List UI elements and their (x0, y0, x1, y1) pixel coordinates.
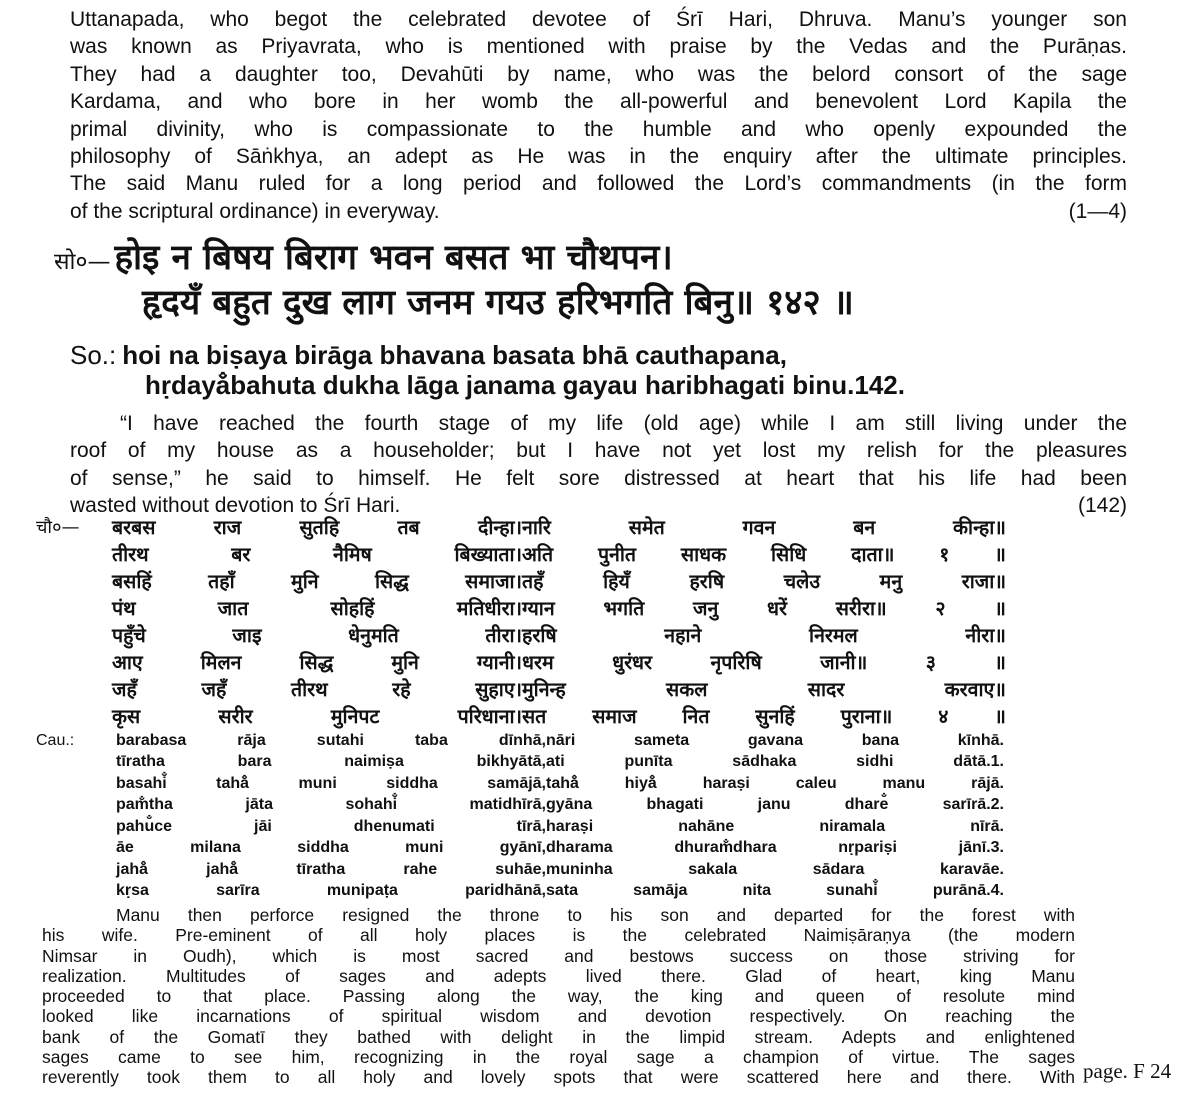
chaupai-translit (36, 730, 1004, 902)
prose-line: Manu then perforce resigned the throne to his son and departed for the forest with (116, 905, 1075, 925)
chaupai-translit-row (36, 730, 1004, 752)
chaupai-translit-second-half: nāri sameta gavana bana kīnhā. (546, 731, 1004, 749)
chaupai-hindi-row (36, 648, 1006, 675)
chaupai-hindi-second-half: नारि समेत गवन बन कीन्हा॥ (522, 516, 1006, 539)
soratha-translit-text-1: hoi na biṣaya birāga bhavana basata bhā cauthapana, (122, 340, 787, 370)
chaupai-translit-row (36, 838, 1004, 860)
soratha-label-translit: So.: (70, 340, 117, 370)
chaupai-translit-first-half: pahu̐ce jāi dhenumati tīrā, (116, 817, 546, 835)
soratha-translit-line-1 (70, 339, 787, 371)
chaupai-hindi-first-half: बसहिं तहाँ मुनि सिद्ध समाजा। (112, 570, 522, 593)
soratha-hindi-line-1 (54, 236, 673, 284)
chaupai-hindi-row (36, 540, 1006, 567)
chaupai-hindi-first-half: कृस सरीर मुनिपट परिधाना। (112, 705, 522, 728)
chaupai-translit-second-half: sata samāja nita sunahi̐ purānā.4. (546, 882, 1004, 900)
soratha-translit-line-2 (145, 369, 905, 401)
chaupai-hindi-row (36, 675, 1006, 702)
chaupai-translit-first-half: tīratha bara naimiṣa bikhyātā, (116, 753, 546, 771)
prose-paragraph (42, 905, 1075, 1088)
chaupai-hindi-first-half: बरबस राज सुतहि तब दीन्हा। (112, 516, 522, 539)
intro-line-last (70, 198, 1127, 225)
intro-line: philosophy of Sāṅkhya, an adept as He was in the enquiry after the ultimate principles. (70, 145, 1127, 169)
chaupai-hindi-row (36, 513, 1006, 540)
page-number-label: page. F 24 (1083, 1059, 1172, 1083)
chaupai-hindi-second-half: सत समाज नित सुनहिं पुराना॥ ४ ॥ (522, 705, 1006, 728)
translation-line-text: wasted without devotion to Śrī Hari. (70, 494, 401, 518)
translation-paragraph (70, 410, 1127, 520)
chaupai-translit-second-half: ati punīta sādhaka sidhi dātā.1. (546, 753, 1004, 771)
intro-line-text: of the scriptural ordinance) in everyway. (70, 199, 440, 223)
intro-line: Kardama, and who bore in her womb the all-powerful and benevolent Lord Kapila the (70, 90, 1127, 114)
chaupai-translit-first-half: pam̐tha jāta sohahi̐ matidhīrā, (116, 796, 546, 814)
chaupai-hindi-row (36, 567, 1006, 594)
chaupai-translit-second-half: gyāna bhagati janu dhare̐ sarīrā.2. (546, 796, 1004, 814)
chaupai-hindi-second-half: तहँ हियँ हरषि चलेउ मनु राजा॥ (522, 570, 1006, 593)
chaupai-hindi-second-half: धरम धुरंधर नृपरिषि जानी॥ ३ ॥ (522, 651, 1006, 674)
chaupai-translit-row (36, 752, 1004, 774)
chaupai-translit-second-half: muninha sakala sādara karavāe. (546, 860, 1004, 878)
chaupai-hindi (36, 513, 1006, 729)
chaupai-hindi-second-half: अति पुनीत साधक सिधि दाता॥ १ ॥ (522, 543, 1006, 566)
prose-line: reverently took them to all holy and lovely spots that were scattered here and there. With (42, 1067, 1075, 1088)
prose-line: realization. Multitudes of sages and adepts lived there. Glad of heart, king Manu (42, 965, 1075, 986)
chaupai-hindi-first-half: आए मिलन सिद्ध मुनि ग्यानी। (112, 651, 522, 674)
prose-line: Nimsar in Oudh), which is most sacred and bestows success on those striving for (42, 945, 1075, 966)
chaupai-hindi-first-half: पहुँचे जाइ धेनुमति तीरा। (112, 624, 522, 647)
translation-line: “I have reached the fourth stage of my life (old age) while I am still living under the (120, 412, 1127, 435)
intro-line: The said Manu ruled for a long period and followed the Lord’s commandments (in the form (70, 172, 1127, 196)
chaupai-translit-row (36, 795, 1004, 817)
soratha-hindi-line-2: हृदयँ बहुत दुख लाग जनम गयउ हरिभगति बिनु॥ १४२ ॥ (142, 283, 854, 323)
chaupai-label-translit: Cau.: (36, 731, 75, 749)
prose-line: bank of the Gomatī they bathed with delight in the limpid stream. Adepts and enlightened (42, 1026, 1075, 1047)
translation-line: roof of my house as a householder; but I have not yet lost my relish for the pleasures (70, 439, 1127, 463)
chaupai-translit-row (36, 859, 1004, 881)
chaupai-hindi-row (36, 621, 1006, 648)
chaupai-hindi-row (36, 594, 1006, 621)
intro-line: was known as Priyavrata, who is mentioned with praise by the Vedas and the Purāṇas. (70, 35, 1127, 59)
chaupai-hindi-second-half: मुनिन्ह सकल सादर करवाए॥ (522, 678, 1006, 701)
soratha-translit-text-2: hṛdayå̐bahuta dukha lāga janama gayau haribhagati binu.142. (145, 370, 905, 400)
intro-line: Uttanapada, who begot the celebrated devotee of Śrī Hari, Dhruva. Manu’s younger son (70, 8, 1127, 31)
chaupai-translit-first-half: kṛsa sarīra munipaṭa paridhānā, (116, 882, 546, 900)
prose-line: sages came to see him, recognizing in the royal sage a champion of virtue. The sages (42, 1047, 1075, 1068)
prose-line: looked like incarnations of spiritual wisdom and devotion respectively. On reaching the (42, 1006, 1075, 1027)
chaupai-hindi-first-half: तीरथ बर नैमिष बिख्याता। (112, 543, 522, 566)
verse-reference: (1—4) (1068, 199, 1127, 223)
chaupai-translit-second-half: dharama dhuram̐dhara nṛpariṣi jānī.3. (546, 839, 1004, 857)
intro-line: They had a daughter too, Devahūti by name, who was the belord consort of the sage (70, 62, 1127, 86)
chaupai-hindi-first-half: पंथ जात सोहहिं मतिधीरा। (112, 597, 522, 620)
chaupai-translit-second-half: tahå̐ hiyå̐ haraṣi caleu manu rājā. (546, 774, 1004, 792)
soratha-hindi-text-1: होइ न बिषय बिराग भवन बसत भा चौथपन। (114, 238, 673, 278)
chaupai-hindi-second-half: ग्यान भगति जनु धरें सरीरा॥ २ ॥ (522, 597, 1006, 620)
chaupai-translit-first-half: barabasa rāja sutahi taba dīnhā, (116, 731, 546, 749)
chaupai-translit-first-half: āe milana siddha muni gyānī, (116, 839, 546, 857)
chaupai-translit-row (36, 881, 1004, 903)
chaupai-hindi-row (36, 702, 1006, 729)
chaupai-hindi-first-half: जहँ जहँ तीरथ रहे सुहाए। (112, 678, 522, 701)
chaupai-label-hindi: चौ०— (36, 516, 80, 538)
translation-line: of sense,” he said to himself. He felt sore distressed at heart that his life had been (70, 466, 1127, 490)
prose-line: proceeded to that place. Passing along the way, the king and queen of resolute mind (42, 986, 1075, 1007)
chaupai-hindi-second-half: हरषि नहाने निरमल नीरा॥ (522, 624, 1006, 647)
prose-line: his wife. Pre-eminent of all holy places is the celebrated Naimiṣāraṇya (the modern (42, 925, 1075, 946)
soratha-label-hindi: सो०— (54, 249, 111, 275)
chaupai-translit-first-half: jahå̐ jahå̐ tīratha rahe suhāe, (116, 860, 546, 878)
intro-paragraph (70, 6, 1127, 225)
chaupai-translit-second-half: haraṣi nahāne niramala nīrā. (546, 817, 1004, 835)
chaupai-translit-row (36, 773, 1004, 795)
verse-reference: (142) (1077, 494, 1127, 518)
intro-line: primal divinity, who is compassionate to the humble and who openly expounded the (70, 117, 1127, 141)
chaupai-translit-row (36, 816, 1004, 838)
chaupai-translit-first-half: basahi̐ tahå̐ muni siddha samājā, (116, 774, 546, 792)
